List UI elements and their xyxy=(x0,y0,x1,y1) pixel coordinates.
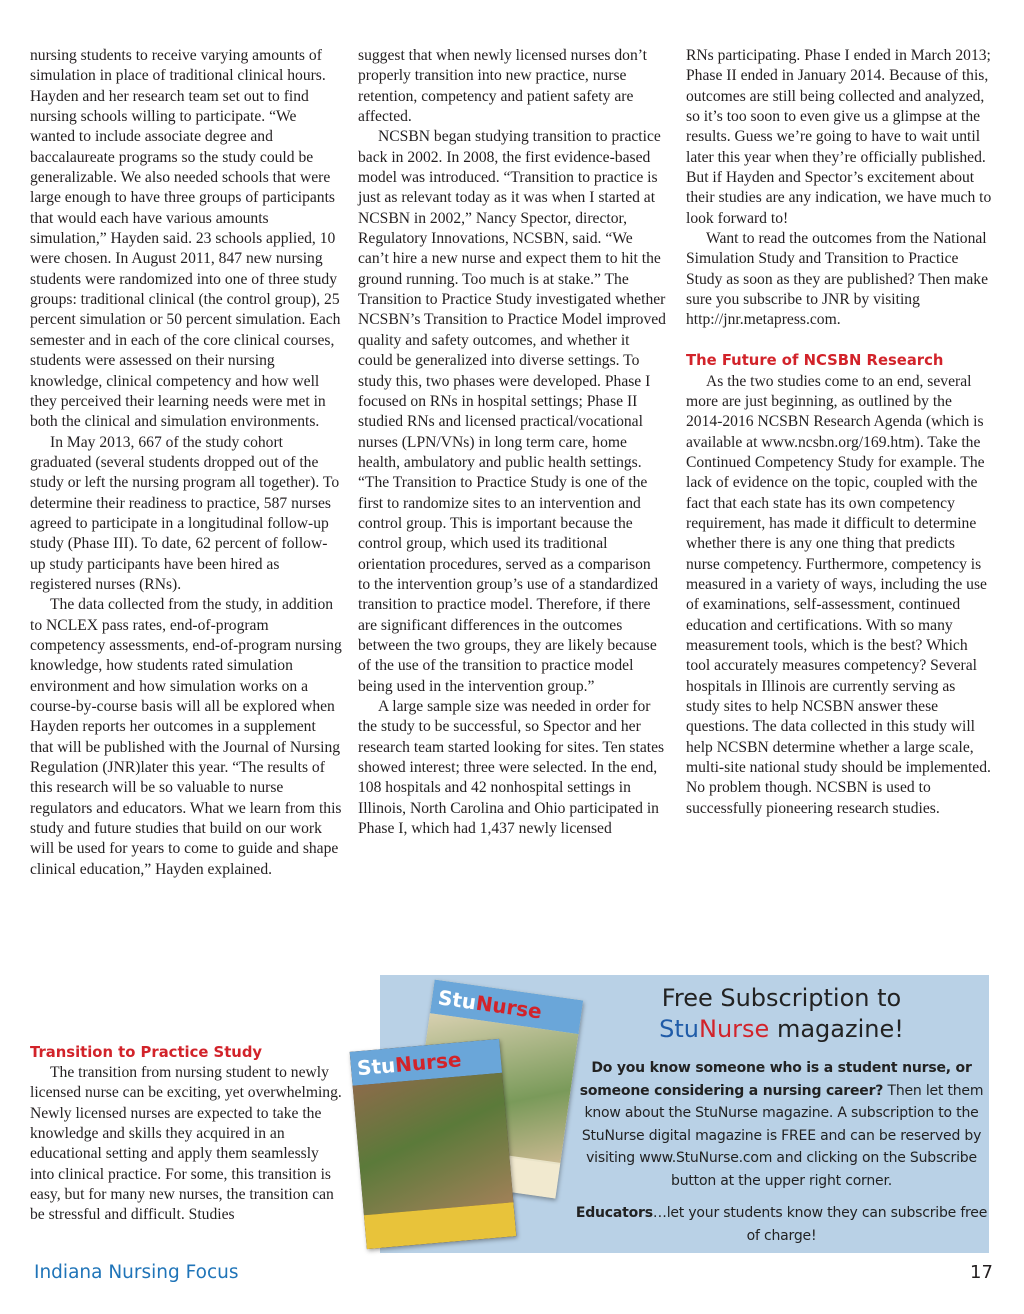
article-column-1 xyxy=(30,46,342,880)
paragraph: nursing students to receive varying amounts of simulation in place of traditional clinical hours. Hayden and her research team set out to find nursing schools willing to participate. “We wanted to include associate degree and baccalaureate programs so the study could be generalizable. We also needed schools that were large enough to have three groups of participants that would each have various amounts simulation,” Hayden said. 23 schools applied, 10 were chosen. In August 2011, 847 new nursing students were randomized into one of three study groups: traditional clinical (the control group), 25 percent simulation or 50 percent simulation. Each semester and in each of the core clinical courses, students were assessed on their nursing knowledge, clinical competency and how well they perceived their learning needs were met in both the clinical and simulation environments. xyxy=(30,47,341,431)
paragraph: NCSBN began studying transition to practice back in 2002. In 2008, the first evidence-based model was introduced. “Transition to practice is just as relevant today as it was when I started at NCSBN in 2002,” Nancy Spector, director, Regulatory Innovations, NCSBN, said. “We can’t hire a new nurse and expect them to hit the ground running. Too much is at stake.” The Transition to Practice Study investigated whether NCSBN’s Transition to Practice Model improved quality and safety outcomes, and whether it could be generalized into diverse settings. To study this, two phases were developed. Phase I focused on RNs in hospital settings; Phase II studied RNs and licensed practical/vocational nurses (LPN/VNs) in long term care, home health, ambulatory and public health settings. “The Transition to Practice Study is one of the first to randomize sites to an intervention and control group. This is important because the control group, which used its traditional orientation procedures, served as a comparison to the intervention group’s use of a standardized transition to practice model. Therefore, if there are significant differences in the outcomes between the two groups, they are likely because of the use of the transition to practice model being used in the intervention group.” xyxy=(358,128,666,695)
promo-question: Do you know someone who is a student nurse, or someone considering a nursing career? xyxy=(579,1060,972,1099)
paragraph: The transition from nursing student to newly licensed nurse can be exciting, yet overwhelming. Newly licensed nurses are expected to take the knowledge and skills they acquired in an educational setting and apply them seamlessly into clinical practice. For some, this transition is easy, but for many new nurses, the transition can be stressful and difficult. Studies xyxy=(30,1064,342,1224)
paragraph: RNs participating. Phase I ended in March 2013; Phase II ended in January 2014. Because of this, outcomes are still being collected and analyzed, so it’s too soon to even give us a glimpse at the results. Guess we’re going to have to wait until later this year when they’re officially published. But if Hayden and Spector’s excitement about their studies are any indication, we have much to look forward to! xyxy=(686,47,992,227)
promo-educators: Educators…let your students know they can subscribe free of charge! xyxy=(575,1205,988,1244)
magazine-cover-image xyxy=(350,1039,517,1249)
promo-title-line1: Free Subscription to xyxy=(661,984,902,1012)
article-column-1-continued xyxy=(30,1063,342,1226)
cover-masthead: StuNurse xyxy=(430,980,583,1035)
paragraph: The data collected from the study, in addition to NCLEX pass rates, end-of-program competency assessments, end-of-program nursing knowledge, how students rated simulation environment and how simulation works on a course-by-course basis will all be explored when Hayden reports her outcomes in a supplement that will be published with the Journal of Nursing Regulation (JNR)later this year. “The results of this research will be so valuable to nurse regulators and educators. What we learn from this study and future studies that build on our work will be used for years to come to guide and shape clinical education,” Hayden explained. xyxy=(30,596,342,878)
promo-title xyxy=(580,983,983,1045)
paragraph: A large sample size was needed in order for the study to be successful, so Spector and her research team started looking for sites. Ten states showed interest; three were selected. In the end, 108 hospitals and 42 nonhospital settings in Illinois, North Carolina and Ohio participated in Phase I, which had 1,437 newly licensed xyxy=(358,698,665,838)
paragraph: As the two studies come to an end, several more are just beginning, as outlined by the 2014-2016 NCSBN Research Agenda (which is available at www.ncsbn.org/169.htm). Take the Continued Competency Study for example. The lack of evidence on the topic, coupled with the fact that each state has its own competency requirement, has made it difficult to determine whether there is any one thing that predicts nurse competency. Furthermore, competency is measured in a variety of ways, including the use of examinations, self-assessment, continued education and certifications. With so many measurement tools, which is the best? Which tool accurately measures competency? Several hospitals in Illinois are currently serving as study sites to help NCSBN answer these questions. The data collected in this study will help NCSBN determine whether a large scale, multi-site national study should be implemented. No problem though. NCSBN is used to successfully pioneering research studies. xyxy=(686,372,991,817)
paragraph: In May 2013, 667 of the study cohort graduated (several students dropped out of the study or left the nursing program all together). To determine their readiness to practice, 587 nurses agreed to participate in a longitudinal follow-up study (Phase III). To date, 62 percent of follow-up study participants have been hired as registered nurses (RNs). xyxy=(30,433,340,593)
paragraph: Want to read the outcomes from the National Simulation Study and Transition to Practice Study as soon as they are published? Then make sure you subscribe to JNR by visiting http://jnr.metapress.com. xyxy=(686,230,988,329)
publication-name: Indiana Nursing Focus xyxy=(34,1262,239,1283)
promo-body xyxy=(574,1057,989,1247)
section-heading-transition: Transition to Practice Study xyxy=(30,1044,263,1061)
cover-photo xyxy=(353,1073,514,1216)
promo-title-line2: StuNurse magazine! xyxy=(659,1015,904,1043)
cover-masthead: StuNurse xyxy=(350,1039,508,1086)
subscription-promo-box xyxy=(356,975,989,1253)
article-column-3 xyxy=(686,46,992,819)
paragraph: suggest that when newly licensed nurses don’t properly transition into new practice, nurse retention, competency and patient safety are affected. xyxy=(358,47,648,126)
promo-text: Then let them know about the StuNurse magazine. A subscription to the StuNurse digital magazine is FREE and can be reserved by visiting www.StuNurse.com and clicking on the Subscribe button at the upper right corner. xyxy=(581,1082,984,1189)
promo-paragraph xyxy=(574,1057,989,1192)
article-column-2 xyxy=(358,46,666,839)
section-heading-future: The Future of NCSBN Research xyxy=(686,352,944,370)
page-number: 17 xyxy=(970,1262,993,1283)
